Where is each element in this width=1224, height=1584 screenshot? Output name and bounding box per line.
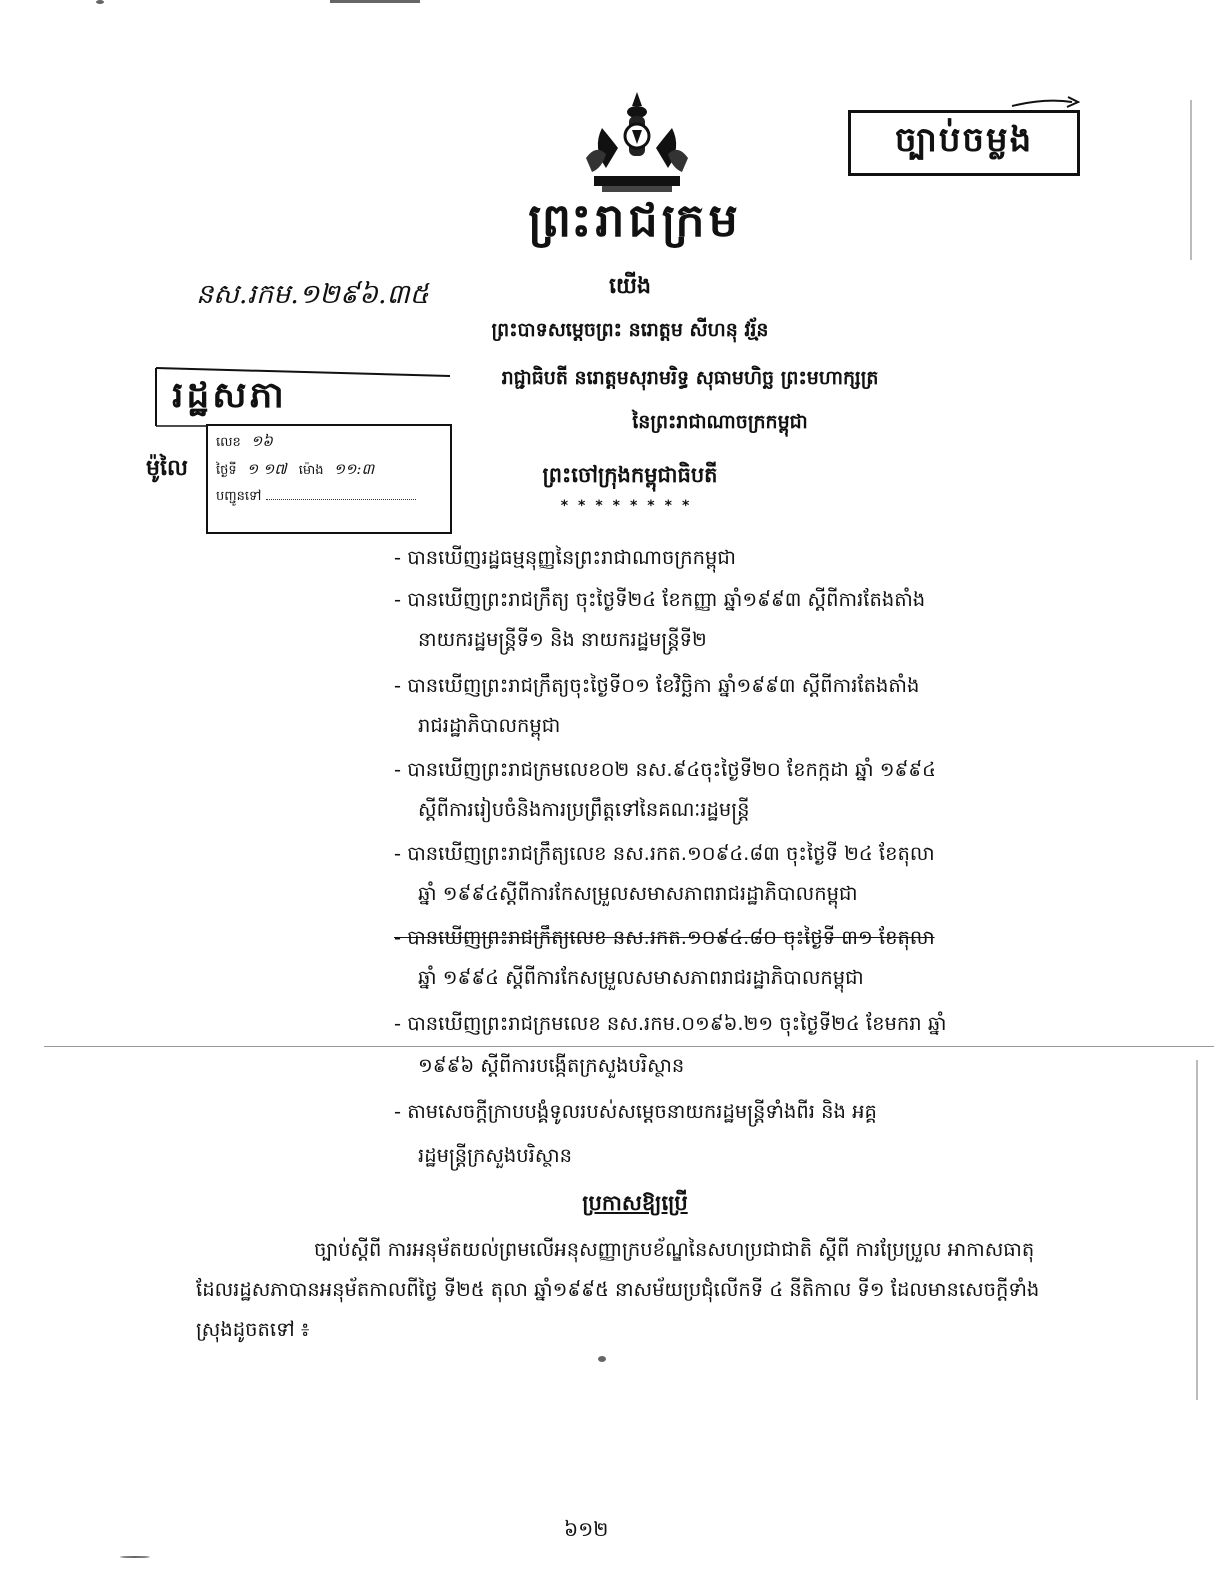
promulgation-heading: ប្រកាសឱ្យប្រើ — [582, 1191, 688, 1215]
visa-line: - បានឃើញព្រះរាជក្រឹត្យចុះថ្ងៃទី០១ ខែវិច្ឆិកា ឆ្នាំ១៩៩៣ ស្តីពីការតែងតាំង — [394, 674, 920, 697]
certified-copy-stamp: ច្បាប់ចម្លង — [848, 110, 1080, 176]
separator-stars: ******** — [560, 498, 700, 514]
received-stamp-title: រដ្ឋសភា — [172, 375, 287, 416]
visa-continuation: ឆ្នាំ ១៩៩៤ ស្តីពីការកែសម្រួលសមាសភាពរាជរដ្ឋាភិបាលកម្ពុជា — [418, 966, 864, 989]
scan-edge-line — [1190, 100, 1192, 260]
received-date-label: ថ្ងៃទី — [216, 463, 237, 478]
preamble-yeung: យើង — [609, 274, 651, 299]
received-stamp-box — [206, 424, 452, 534]
visa-line: - បានឃើញព្រះរាជក្រឹត្យ ចុះថ្ងៃទី២៤ ខែកញ្ញា ឆ្នាំ១៩៩៣ ស្តីពីការតែងតាំង — [394, 588, 926, 611]
scan-speck — [96, 0, 104, 4]
received-time-label: ម៉ោង — [298, 463, 324, 478]
kingdom-line: នៃព្រះរាជាណាចក្រកម្ពុជា — [632, 411, 808, 433]
received-date-row — [216, 460, 446, 482]
promulgation-paragraph: ច្បាប់ស្តីពី ការអនុម័តយល់ព្រមលើអនុសញ្ញាក្របខ័ណ្ឌនៃសហប្រជាជាតិ ស្តីពី ការប្រែប្រួល អាកាសធាតុ ដែលរដ្ឋសភាបានអនុម័តកាលពីថ្ងៃ ទី២៥ តុលា ឆ្នាំ១៩៩៥ នាសម័យប្រជុំលើកទី ៤ នីតិកាល ទី១ ដែលមានសេចក្តីទាំងស្រុងដូចតទៅ ៖ — [196, 1238, 1040, 1341]
stamp-arrow-icon — [1010, 96, 1080, 110]
visa-line: - បានឃើញព្រះរាជក្រឹត្យលេខ នស.រកត.១០៩៤.៨០ ចុះថ្ងៃទី ៣១ ខែតុលា — [394, 926, 935, 949]
page-number: ៦១២ — [564, 1517, 609, 1541]
reference-number: នស.រកម.១២៩៦.៣៥ — [196, 279, 429, 310]
received-side-mark: ម៉ូលៃ — [146, 456, 188, 481]
scan-edge-line — [1196, 1060, 1198, 1400]
visa-continuation: នាយករដ្ឋមន្ត្រីទី១ និង នាយករដ្ឋមន្ត្រីទី២ — [418, 628, 707, 651]
received-number-label: លេខ — [216, 435, 241, 450]
scan-speck — [120, 1556, 150, 1558]
received-registry-label: បញ្ជូនទៅ — [216, 489, 262, 504]
received-registry-blank — [266, 499, 416, 500]
received-time-value: ១១:៣ — [333, 460, 375, 478]
royal-emblem-icon — [572, 88, 702, 198]
sovereign-line: ព្រះចៅក្រុងកម្ពុជាធិបតី — [542, 463, 718, 487]
visa-continuation: ១៩៩៦ ស្តីពីការបង្កើតក្រសួងបរិស្ថាន — [418, 1054, 685, 1077]
received-number-row — [216, 432, 446, 454]
document-title: ព្រះរាជក្រម — [528, 193, 742, 247]
scan-speck — [330, 0, 420, 3]
visa-line: - បានឃើញព្រះរាជក្រមលេខ នស.រកម.០១៩៦.២១ ចុះថ្ងៃទី២៤ ខែមករា ឆ្នាំ — [394, 1012, 947, 1035]
scan-fold-line — [44, 1046, 1214, 1047]
king-name-line: ព្រះបាទសម្តេចព្រះ នរោត្តម សីហនុ វរ្ម័ន — [491, 319, 769, 341]
visa-continuation: រាជរដ្ឋាភិបាលកម្ពុជា — [418, 714, 561, 737]
king-title-line: រាជ្ជាធិបតី នរោត្តមសុរាមរិទ្ធ សុធាមហិច្ឆ ព្រះមហាក្សត្រ — [501, 367, 879, 389]
visa-continuation: រដ្ឋមន្ត្រីក្រសួងបរិស្ថាន — [418, 1144, 572, 1167]
visa-line: - បានឃើញព្រះរាជក្រឹត្យលេខ នស.រកត.១០៩៤.៨៣ ចុះថ្ងៃទី ២៤ ខែតុលា — [394, 842, 935, 865]
visa-line: - បានឃើញរដ្ឋធម្មនុញ្ញនៃព្រះរាជាណាចក្រកម្ពុជា — [394, 546, 736, 569]
received-date-value: ១ ១៧ — [246, 460, 287, 478]
received-number-value: ១៦ — [250, 432, 273, 450]
visa-line: - តាមសេចក្តីក្រាបបង្គំទូលរបស់សម្តេចនាយករដ្ឋមន្ត្រីទាំងពីរ និង អគ្គ — [394, 1100, 877, 1123]
visa-continuation: ឆ្នាំ ១៩៩៤ស្តីពីការកែសម្រួលសមាសភាពរាជរដ្ឋាភិបាលកម្ពុជា — [418, 882, 858, 905]
received-registry-row — [216, 488, 446, 507]
visa-continuation: ស្តីពីការរៀបចំនិងការប្រព្រឹត្តទៅនៃគណៈរដ្ឋមន្ត្រី — [418, 798, 750, 821]
scan-speck — [598, 1356, 606, 1362]
visa-line: - បានឃើញព្រះរាជក្រមលេខ០២ នស.៩៤ចុះថ្ងៃទី២០ ខែកក្កដា ឆ្នាំ ១៩៩៤ — [394, 758, 936, 781]
